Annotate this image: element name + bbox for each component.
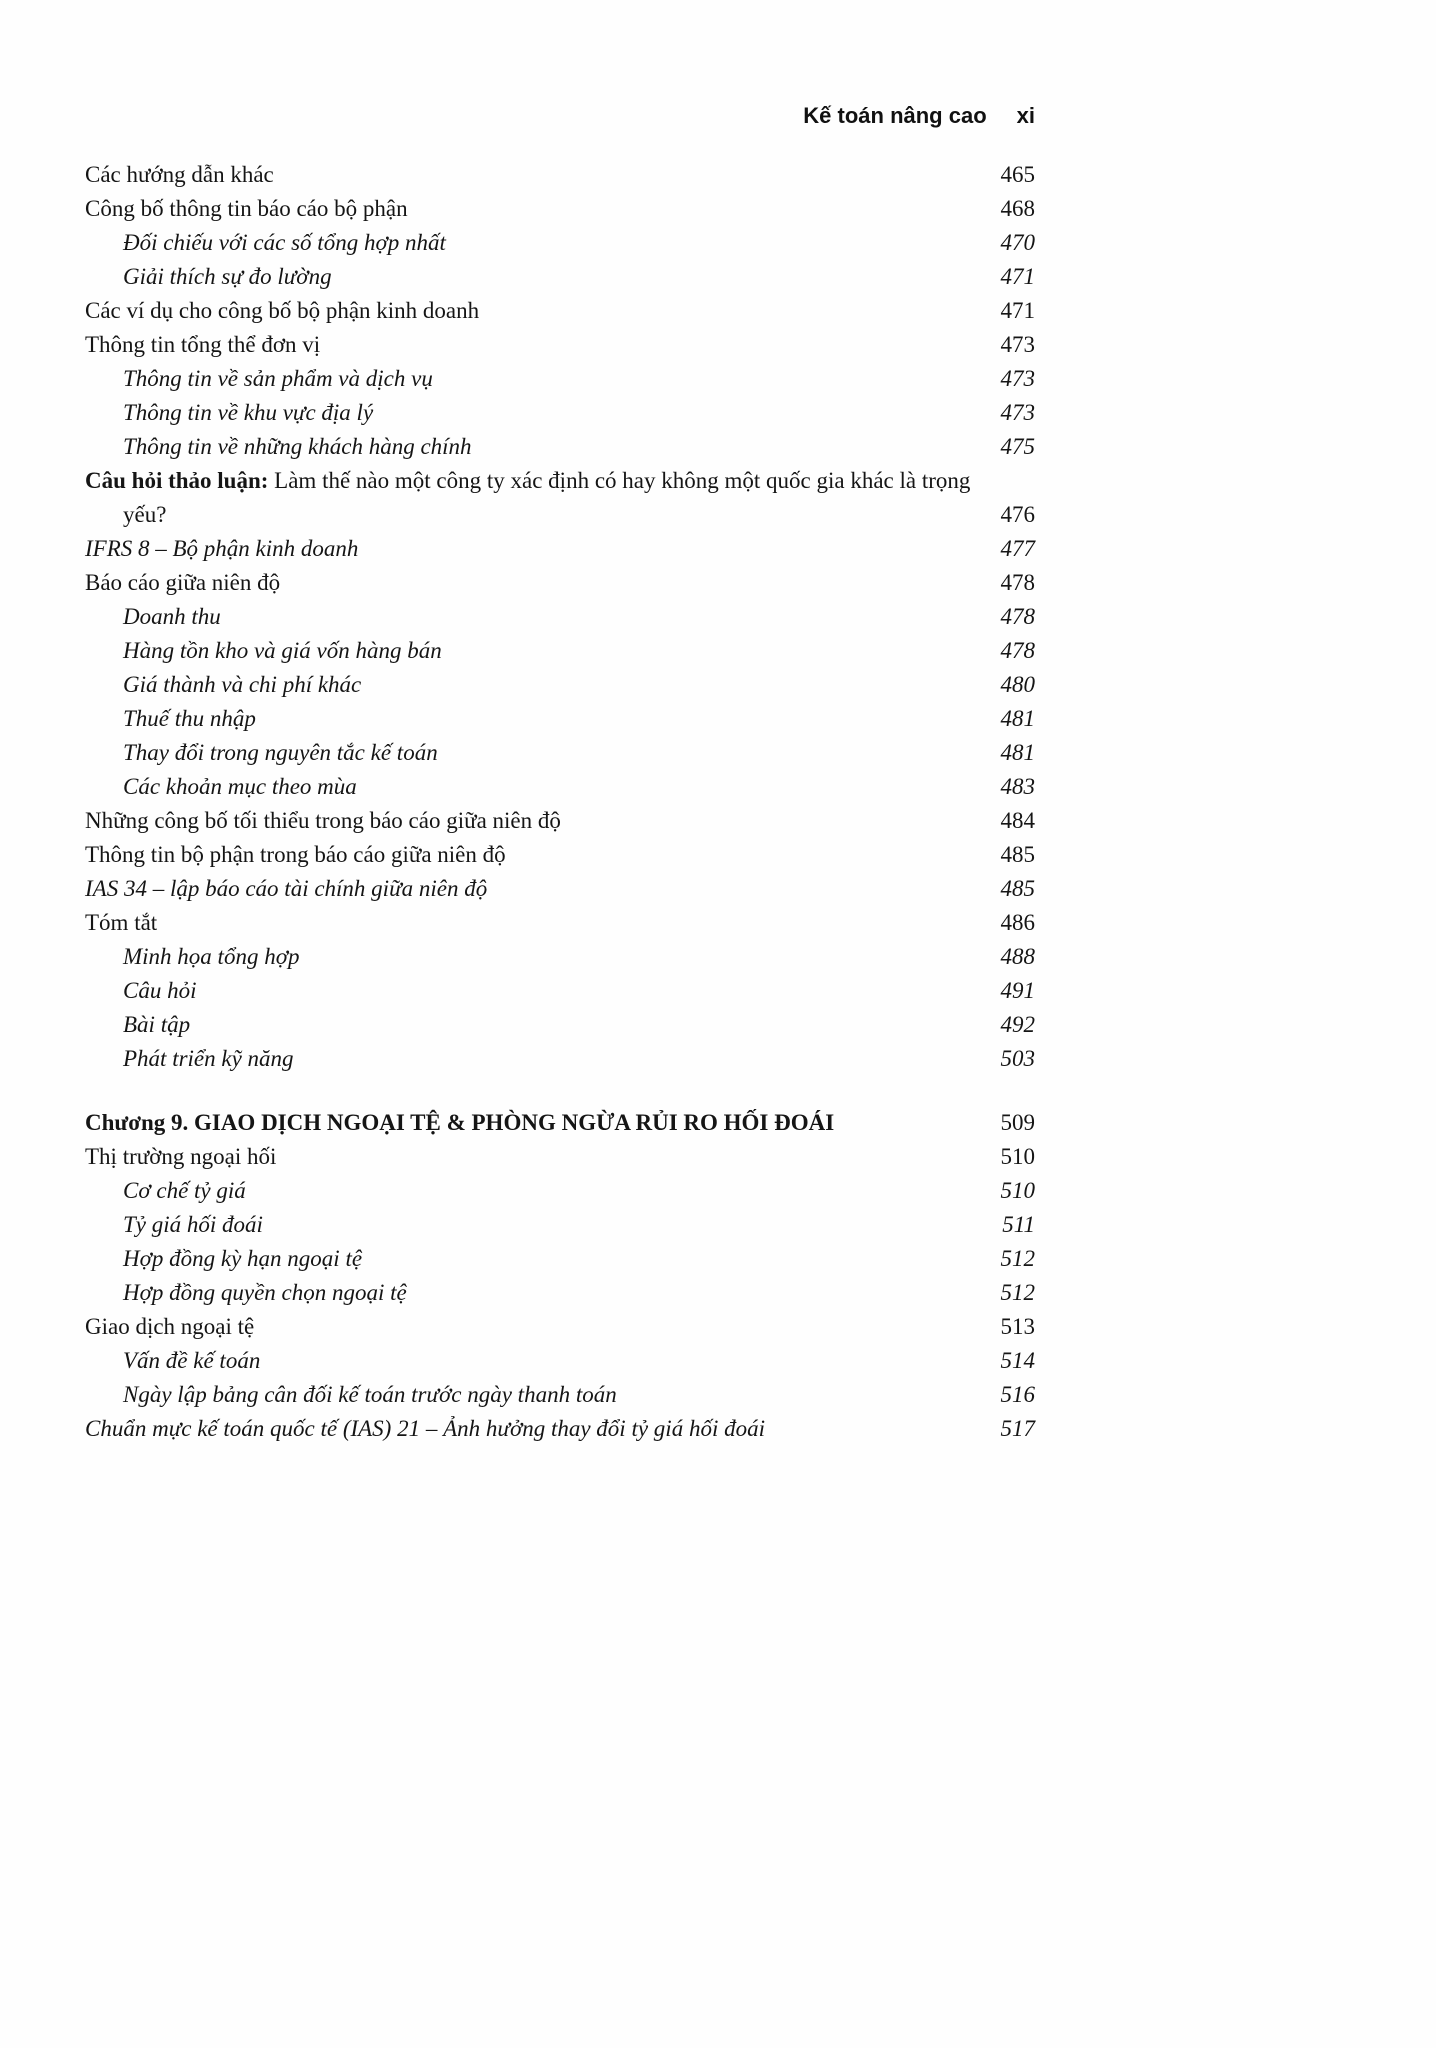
toc-entry xyxy=(85,1276,1035,1310)
toc-entry xyxy=(85,1412,1035,1446)
toc-entry xyxy=(85,634,1035,668)
toc-entry xyxy=(85,940,1035,974)
toc-entry-title: Bài tập xyxy=(123,1012,191,1037)
toc-entry xyxy=(85,1378,1035,1412)
toc-entry-title: Tỷ giá hối đoái xyxy=(123,1212,263,1237)
toc-entry xyxy=(85,906,1035,940)
toc-chapter-entry xyxy=(85,1106,1035,1140)
toc-entry-title: IFRS 8 – Bộ phận kinh doanh xyxy=(85,536,359,561)
toc-entry-page-number: 473 xyxy=(1000,332,1035,357)
toc-entry-page-number: 478 xyxy=(1000,570,1035,595)
toc-entry-page-number: 476 xyxy=(1000,502,1035,527)
toc-entry-title: Thông tin bộ phận trong báo cáo giữa niên độ xyxy=(85,842,506,867)
running-header-page-number: xi xyxy=(1016,103,1035,128)
toc-entry-page-number: 481 xyxy=(1000,706,1035,731)
toc-entry-page-number: 485 xyxy=(1000,876,1035,901)
toc-entry-page-number: 511 xyxy=(1002,1212,1035,1237)
toc-entry xyxy=(85,1042,1035,1076)
toc-entry-page-number: 513 xyxy=(1000,1314,1035,1339)
toc-entry-page-number: 486 xyxy=(1000,910,1035,935)
toc-entry-title: Thay đổi trong nguyên tắc kế toán xyxy=(123,740,438,765)
toc-entry xyxy=(85,736,1035,770)
toc-entry xyxy=(85,260,1035,294)
toc-entry-title: Thông tin về sản phẩm và dịch vụ xyxy=(123,366,433,391)
toc-entry-title: Giá thành và chi phí khác xyxy=(123,672,362,697)
toc-entry-page-number: 491 xyxy=(1000,978,1035,1003)
toc-entry-title: Ngày lập bảng cân đối kế toán trước ngày thanh toán xyxy=(123,1382,617,1407)
toc-entry-title: Giải thích sự đo lường xyxy=(123,264,332,289)
toc-entry-title: Vấn đề kế toán xyxy=(123,1348,261,1373)
toc-entry-title: Đối chiếu với các số tổng hợp nhất xyxy=(123,230,446,255)
toc-entry xyxy=(85,1208,1035,1242)
toc-entry-bold-prefix: Câu hỏi thảo luận: xyxy=(85,468,269,493)
toc-entry-page-number: 492 xyxy=(1000,1012,1035,1037)
toc-entry-page-number: 483 xyxy=(1000,774,1035,799)
toc-entry-page-number: 512 xyxy=(1000,1280,1035,1305)
toc-entry xyxy=(85,192,1035,226)
toc-entry xyxy=(85,1174,1035,1208)
toc-entry-page-number: 510 xyxy=(1000,1178,1035,1203)
toc-entry-title: Những công bố tối thiểu trong báo cáo giữa niên độ xyxy=(85,808,561,833)
toc-entry-title: Công bố thông tin báo cáo bộ phận xyxy=(85,196,408,221)
toc-entry-title: Báo cáo giữa niên độ xyxy=(85,570,281,595)
toc-entry-page-number: 473 xyxy=(1000,366,1035,391)
toc-entry-title: Câu hỏi xyxy=(123,978,197,1003)
toc-entry xyxy=(85,804,1035,838)
toc-entry xyxy=(85,1310,1035,1344)
toc-entry-page-number: 509 xyxy=(1000,1110,1035,1135)
toc-entry xyxy=(85,430,1035,464)
toc-entry xyxy=(85,1242,1035,1276)
toc-entry-title xyxy=(85,464,981,532)
toc-entry-page-number: 478 xyxy=(1000,638,1035,663)
toc-entry-title: Thị trường ngoại hối xyxy=(85,1144,277,1169)
toc-entry-page-number: 503 xyxy=(1000,1046,1035,1071)
toc-entry-title: Các hướng dẫn khác xyxy=(85,162,274,187)
toc-entry-page-number: 485 xyxy=(1000,842,1035,867)
toc-entry-title: Tóm tắt xyxy=(85,910,158,935)
toc-entry-page-number: 477 xyxy=(1000,536,1035,561)
toc-entry-title: IAS 34 – lập báo cáo tài chính giữa niên độ xyxy=(85,876,488,901)
running-header xyxy=(85,103,1035,129)
toc-entry xyxy=(85,532,1035,566)
toc-entry-page-number: 481 xyxy=(1000,740,1035,765)
toc-entry-page-number: 468 xyxy=(1000,196,1035,221)
toc-entry-page-number: 478 xyxy=(1000,604,1035,629)
toc-entry-title: Chương 9. GIAO DỊCH NGOẠI TỆ & PHÒNG NGỪA RỦI RO HỐI ĐOÁI xyxy=(85,1110,835,1135)
toc-entry xyxy=(85,226,1035,260)
toc-entry-page-number: 471 xyxy=(1000,298,1035,323)
toc-entry xyxy=(85,668,1035,702)
toc-entry-title: Doanh thu xyxy=(123,604,221,629)
toc-entry xyxy=(85,1008,1035,1042)
toc-entry xyxy=(85,770,1035,804)
toc-entry-page-number: 484 xyxy=(1000,808,1035,833)
toc-entry-title: Thông tin tổng thể đơn vị xyxy=(85,332,321,357)
toc-entry xyxy=(85,702,1035,736)
toc-entry-page-number: 514 xyxy=(1000,1348,1035,1373)
toc-entry-title: Minh họa tổng hợp xyxy=(123,944,300,969)
toc-entry-title: Hợp đồng quyền chọn ngoại tệ xyxy=(123,1280,407,1305)
toc-entry-title: Phát triển kỹ năng xyxy=(123,1046,294,1071)
toc-entry-title: Các khoản mục theo mùa xyxy=(123,774,357,799)
toc-entry xyxy=(85,464,1035,532)
toc-entry-page-number: 471 xyxy=(1000,264,1035,289)
toc-entry xyxy=(85,872,1035,906)
toc-entry-title: Hợp đồng kỳ hạn ngoại tệ xyxy=(123,1246,363,1271)
toc-entry-title: Thông tin về những khách hàng chính xyxy=(123,434,472,459)
toc-entry-page-number: 488 xyxy=(1000,944,1035,969)
toc-entry-title: Giao dịch ngoại tệ xyxy=(85,1314,255,1339)
toc-entry-title: Chuẩn mực kế toán quốc tế (IAS) 21 – Ảnh hưởng thay đổi tỷ giá hối đoái xyxy=(85,1416,765,1441)
toc-entry xyxy=(85,974,1035,1008)
toc-entry-page-number: 516 xyxy=(1000,1382,1035,1407)
toc-entry-text: Làm thế nào một công ty xác định có hay không một quốc gia khác là trọng yếu? xyxy=(123,468,971,527)
toc-entry xyxy=(85,396,1035,430)
toc-entry xyxy=(85,566,1035,600)
toc-entry xyxy=(85,362,1035,396)
running-header-title: Kế toán nâng cao xyxy=(803,103,987,128)
toc-entry xyxy=(85,328,1035,362)
toc-entry-title: Cơ chế tỷ giá xyxy=(123,1178,246,1203)
toc-entry-page-number: 510 xyxy=(1000,1144,1035,1169)
toc-entry-title: Các ví dụ cho công bố bộ phận kinh doanh xyxy=(85,298,480,323)
toc-entry xyxy=(85,838,1035,872)
toc-entry-page-number: 480 xyxy=(1000,672,1035,697)
toc-entry-page-number: 470 xyxy=(1000,230,1035,255)
toc-entry-page-number: 517 xyxy=(1000,1416,1035,1441)
toc-entry-page-number: 512 xyxy=(1000,1246,1035,1271)
toc-entry xyxy=(85,1140,1035,1174)
table-of-contents xyxy=(85,158,1035,1446)
toc-entry-page-number: 475 xyxy=(1000,434,1035,459)
toc-entry xyxy=(85,1344,1035,1378)
toc-entry xyxy=(85,158,1035,192)
toc-entry-title: Hàng tồn kho và giá vốn hàng bán xyxy=(123,638,442,663)
toc-entry-page-number: 473 xyxy=(1000,400,1035,425)
toc-entry-title: Thuế thu nhập xyxy=(123,706,256,731)
toc-entry xyxy=(85,294,1035,328)
toc-entry-page-number: 465 xyxy=(1000,162,1035,187)
toc-entry-title: Thông tin về khu vực địa lý xyxy=(123,400,374,425)
toc-entry xyxy=(85,600,1035,634)
